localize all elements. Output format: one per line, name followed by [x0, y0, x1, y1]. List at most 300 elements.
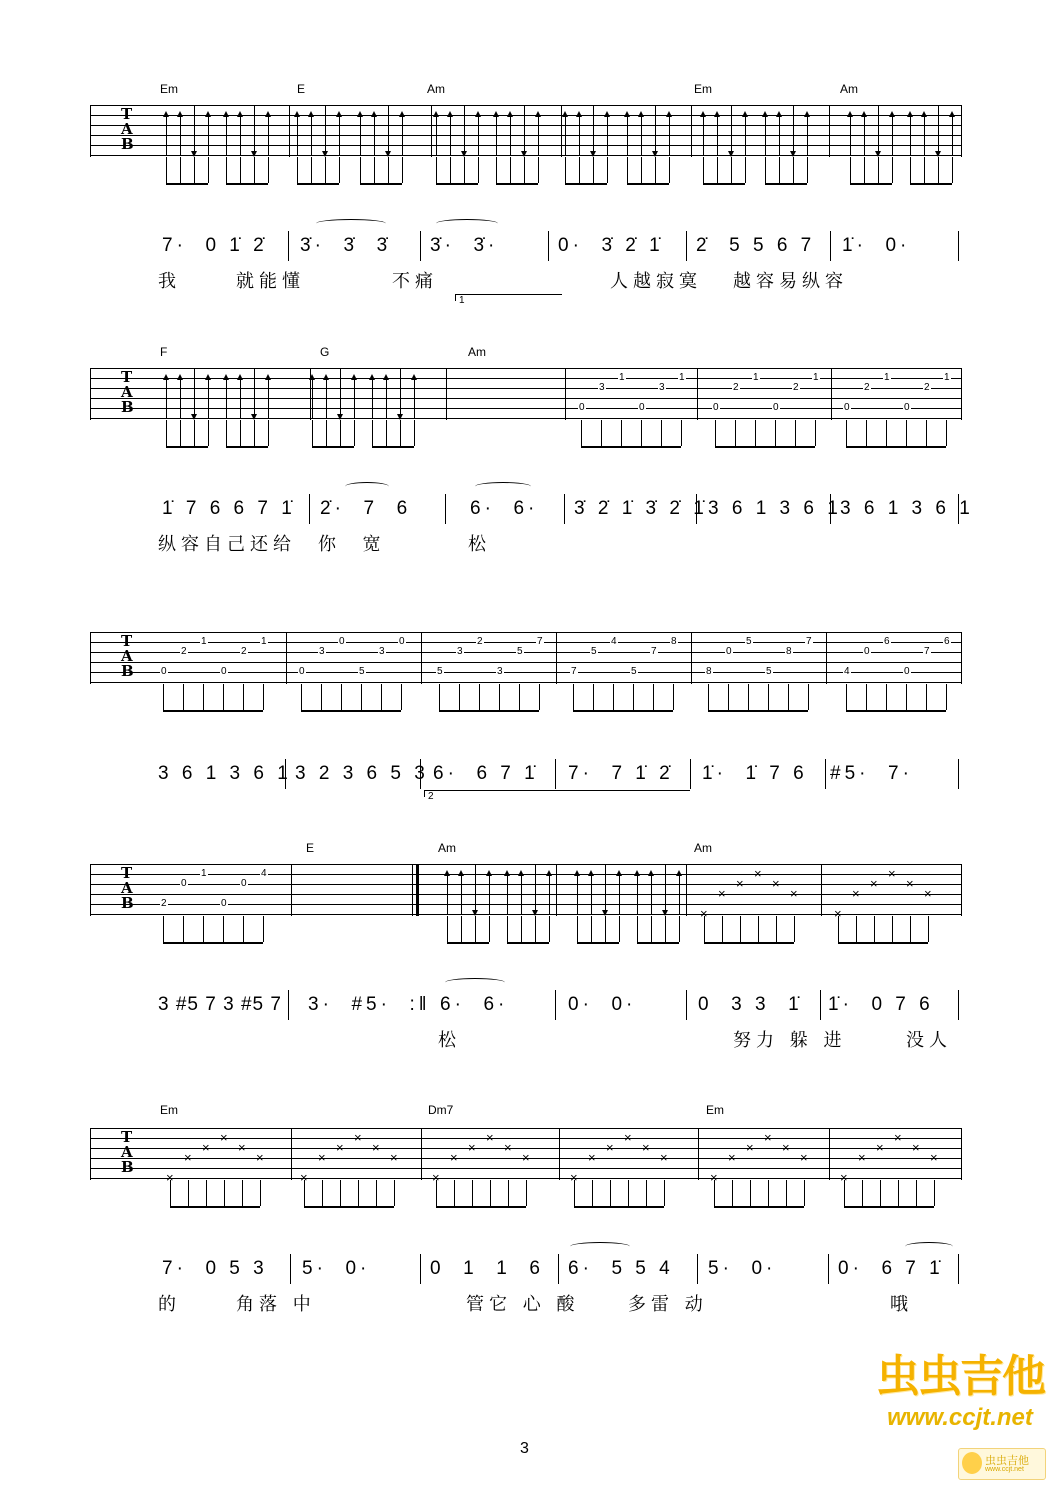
lyric: 越容易纵容: [733, 271, 848, 292]
mute-x: ×: [504, 1140, 512, 1155]
strum-arrowhead: [574, 870, 580, 876]
chord-symbol: Em: [160, 82, 178, 96]
note-beam: [439, 710, 539, 712]
fret-number: 4: [844, 666, 850, 677]
note-stem: [703, 157, 704, 183]
strum-arrowhead: [648, 870, 654, 876]
note-stem: [619, 916, 620, 942]
note-stem: [765, 157, 766, 183]
mute-x: ×: [834, 906, 842, 921]
note-stem: [401, 684, 402, 710]
note-stem: [731, 157, 732, 183]
strum-stroke: [450, 115, 451, 155]
note-stem: [203, 916, 204, 942]
strum-stroke: [538, 115, 539, 155]
note-stem: [263, 684, 264, 710]
note-stem: [679, 916, 680, 942]
note-stem: [655, 157, 656, 183]
mute-x: ×: [852, 886, 860, 901]
note-stem: [321, 684, 322, 710]
note-stem: [605, 916, 606, 942]
note-stem: [208, 420, 209, 446]
note-beam: [565, 183, 607, 185]
note-stem: [673, 684, 674, 710]
jianpu-measure: 1̇· 0 7 6: [828, 994, 934, 1015]
note-beam: [436, 183, 478, 185]
chord-symbol: Dm7: [428, 1103, 454, 1117]
note-stem: [499, 684, 500, 710]
note-beam: [496, 183, 538, 185]
note-stem: [243, 916, 244, 942]
note-stem: [850, 157, 851, 183]
jianpu-measure: 0· 3̇ 2̇ 1̇: [558, 235, 664, 256]
fret-number: 2: [793, 382, 799, 393]
note-stem: [910, 916, 911, 942]
strum-arrowhead: [624, 111, 630, 117]
note-stem: [358, 1180, 359, 1206]
strum-stroke: [461, 874, 462, 914]
strum-arrowhead: [237, 374, 243, 380]
lyric: 多雷 动: [628, 1294, 708, 1315]
jianpu-measure: 0· 0·: [568, 994, 637, 1015]
fret-number: 1: [884, 372, 890, 383]
jianpu-measure: 1̇· 0·: [842, 235, 911, 256]
fret-number: 0: [339, 636, 345, 647]
note-beam: [372, 446, 414, 448]
fret-number: 1: [679, 372, 685, 383]
strum-stroke: [591, 874, 592, 914]
note-stem: [874, 916, 875, 942]
note-beam: [166, 446, 208, 448]
jianpu-measure: 7· 0 5 3: [162, 1258, 268, 1279]
note-stem: [260, 1180, 261, 1206]
logo-icon: [962, 1452, 982, 1474]
note-stem: [592, 1180, 593, 1206]
strum-stroke: [679, 874, 680, 914]
jianpu-measure: 3̇· 3̇·: [430, 235, 499, 256]
note-beam: [297, 183, 339, 185]
note-stem: [610, 1180, 611, 1206]
note-stem: [340, 1180, 341, 1206]
note-stem: [535, 916, 536, 942]
strum-stroke: [510, 115, 511, 155]
strum-stroke: [793, 105, 794, 155]
note-beam: [715, 446, 815, 448]
note-stem: [510, 157, 511, 183]
note-stem: [386, 420, 387, 446]
note-stem: [735, 420, 736, 446]
fret-number: 1: [261, 636, 267, 647]
jianpu-measure: 3· #5· :‖: [308, 994, 431, 1015]
jianpu-measure: 7· 7 1̇ 2̇: [568, 763, 674, 784]
note-stem: [607, 157, 608, 183]
note-stem: [717, 157, 718, 183]
tab-staff: [90, 105, 962, 157]
note-stem: [838, 916, 839, 942]
note-stem: [180, 157, 181, 183]
strum-stroke: [268, 378, 269, 418]
watermark: [870, 1340, 1050, 1432]
mute-x: ×: [772, 876, 780, 891]
strum-stroke: [641, 115, 642, 155]
note-beam: [627, 183, 669, 185]
note-stem: [637, 916, 638, 942]
jianpu-measure: 3 6 1 3 6 1: [708, 498, 842, 519]
strum-stroke: [240, 378, 241, 418]
note-stem: [794, 916, 795, 942]
mute-x: ×: [746, 1140, 754, 1155]
jianpu-measure: 6· 6·: [470, 498, 539, 519]
note-stem: [436, 157, 437, 183]
note-stem: [593, 684, 594, 710]
strum-stroke: [311, 115, 312, 155]
strum-arrowhead: [433, 111, 439, 117]
note-stem: [374, 157, 375, 183]
note-stem: [708, 684, 709, 710]
jianpu-measure: 1̇· 1̇ 7 6: [702, 763, 808, 784]
strum-stroke: [226, 378, 227, 418]
mute-x: ×: [736, 876, 744, 891]
strum-stroke: [745, 115, 746, 155]
strum-stroke: [577, 874, 578, 914]
strum-stroke: [703, 115, 704, 155]
note-stem: [786, 1180, 787, 1206]
note-beam: [846, 446, 946, 448]
strum-stroke: [864, 115, 865, 155]
strum-stroke: [938, 105, 939, 155]
strum-arrowhead: [949, 111, 955, 117]
note-stem: [163, 684, 164, 710]
logo-text: 虫虫吉他: [985, 1454, 1029, 1467]
jianpu-measure: 0 1 1 6: [430, 1258, 544, 1279]
note-stem: [846, 420, 847, 446]
note-stem: [776, 916, 777, 942]
lyric: 管它 心 酸: [466, 1294, 580, 1315]
strum-stroke: [194, 105, 195, 155]
note-stem: [507, 916, 508, 942]
strum-arrowhead: [518, 870, 524, 876]
note-stem: [621, 420, 622, 446]
note-stem: [170, 1180, 171, 1206]
note-stem: [400, 420, 401, 446]
fret-number: 5: [437, 666, 443, 677]
note-stem: [539, 684, 540, 710]
jianpu-measure: #5· 7·: [830, 763, 913, 784]
fret-number: 0: [299, 666, 305, 677]
strum-arrowhead: [666, 111, 672, 117]
strum-stroke: [627, 115, 628, 155]
strum-stroke: [374, 115, 375, 155]
strum-arrowhead: [223, 374, 229, 380]
strum-arrowhead: [776, 111, 782, 117]
strum-arrowhead: [493, 111, 499, 117]
chord-symbol: F: [160, 345, 168, 359]
jianpu-measure: 6· 6·: [440, 994, 509, 1015]
fret-number: 2: [733, 382, 739, 393]
note-stem: [301, 684, 302, 710]
strum-arrowhead: [369, 374, 375, 380]
note-stem: [166, 420, 167, 446]
note-stem: [490, 1180, 491, 1206]
note-stem: [704, 916, 705, 942]
note-stem: [646, 1180, 647, 1206]
strum-stroke: [325, 105, 326, 155]
note-stem: [844, 1180, 845, 1206]
note-beam: [844, 1206, 934, 1208]
fret-number: 7: [571, 666, 577, 677]
mute-x: ×: [468, 1140, 476, 1155]
strum-stroke: [208, 115, 209, 155]
note-stem: [226, 420, 227, 446]
chord-symbol: Am: [438, 841, 456, 855]
fret-number: 3: [497, 666, 503, 677]
strum-stroke: [850, 115, 851, 155]
mute-x: ×: [930, 1150, 938, 1165]
tab-clef: T A B: [121, 368, 134, 416]
fret-number: 0: [904, 666, 910, 677]
tab-clef: T A B: [121, 864, 134, 912]
volta-bracket: 2: [424, 790, 690, 797]
note-stem: [846, 684, 847, 710]
note-stem: [538, 157, 539, 183]
strum-arrowhead: [889, 111, 895, 117]
fret-number: 6: [884, 636, 890, 647]
note-beam: [163, 942, 263, 944]
strum-stroke: [226, 115, 227, 155]
note-stem: [910, 157, 911, 183]
note-stem: [627, 157, 628, 183]
mute-x: ×: [624, 1130, 632, 1145]
note-stem: [226, 157, 227, 183]
fret-number: 4: [261, 868, 267, 879]
strum-arrowhead: [237, 111, 243, 117]
strum-stroke: [910, 115, 911, 155]
mute-x: ×: [220, 1130, 228, 1145]
note-stem: [934, 1180, 935, 1206]
chord-symbol: Am: [427, 82, 445, 96]
mute-x: ×: [912, 1140, 920, 1155]
strum-arrowhead: [700, 111, 706, 117]
strum-stroke: [605, 864, 606, 914]
strum-arrowhead: [604, 111, 610, 117]
mute-x: ×: [858, 1150, 866, 1165]
strum-stroke: [208, 378, 209, 418]
note-stem: [601, 420, 602, 446]
fret-number: 0: [579, 402, 585, 413]
jianpu-measure: 0· 6 7 1̇: [838, 1258, 944, 1279]
strum-stroke: [478, 115, 479, 155]
note-stem: [340, 420, 341, 446]
note-stem: [732, 1180, 733, 1206]
fret-number: 1: [753, 372, 759, 383]
fret-number: 4: [611, 636, 617, 647]
mute-x: ×: [782, 1140, 790, 1155]
note-stem: [388, 157, 389, 183]
note-beam: [850, 183, 892, 185]
chord-symbol: G: [320, 345, 330, 359]
strum-stroke: [593, 105, 594, 155]
note-stem: [496, 157, 497, 183]
mute-x: ×: [238, 1140, 246, 1155]
strum-arrowhead: [309, 374, 315, 380]
note-stem: [263, 916, 264, 942]
note-stem: [745, 157, 746, 183]
fret-number: 2: [161, 898, 167, 909]
note-stem: [795, 420, 796, 446]
strum-arrowhead: [371, 111, 377, 117]
fret-number: 3: [659, 382, 665, 393]
strum-arrowhead: [357, 111, 363, 117]
note-stem: [938, 157, 939, 183]
strum-stroke: [655, 105, 656, 155]
lyric: 努力 躲 进: [733, 1030, 847, 1051]
note-stem: [183, 684, 184, 710]
strum-stroke: [402, 115, 403, 155]
note-stem: [240, 420, 241, 446]
strum-arrowhead: [223, 111, 229, 117]
chord-symbol: Em: [694, 82, 712, 96]
site-logo: [958, 1448, 1046, 1480]
note-stem: [946, 684, 947, 710]
note-stem: [208, 157, 209, 183]
note-stem: [755, 420, 756, 446]
note-stem: [254, 420, 255, 446]
strum-stroke: [521, 874, 522, 914]
lyric: 松: [438, 1030, 461, 1051]
note-beam: [846, 710, 946, 712]
strum-stroke: [892, 115, 893, 155]
fret-number: 3: [599, 382, 605, 393]
strum-arrowhead: [634, 870, 640, 876]
strum-arrowhead: [177, 374, 183, 380]
note-stem: [886, 420, 887, 446]
note-stem: [194, 420, 195, 446]
jianpu-line: [90, 763, 960, 807]
chord-symbol: E: [297, 82, 306, 96]
fret-number: 0: [241, 878, 247, 889]
note-stem: [581, 420, 582, 446]
note-stem: [593, 157, 594, 183]
note-stem: [779, 157, 780, 183]
strum-stroke: [651, 874, 652, 914]
strum-arrowhead: [458, 870, 464, 876]
note-stem: [325, 157, 326, 183]
note-stem: [926, 684, 927, 710]
note-stem: [808, 684, 809, 710]
strum-stroke: [194, 368, 195, 418]
note-stem: [524, 157, 525, 183]
strum-arrowhead: [163, 111, 169, 117]
strum-stroke: [436, 115, 437, 155]
chord-symbol: Am: [840, 82, 858, 96]
tab-clef: T A B: [121, 1128, 134, 1176]
note-beam: [507, 942, 549, 944]
mute-x: ×: [318, 1150, 326, 1165]
strum-stroke: [665, 864, 666, 914]
mute-x: ×: [710, 1170, 718, 1185]
jianpu-measure: 3 6 1 3 6 1: [158, 763, 292, 784]
note-stem: [242, 1180, 243, 1206]
note-stem: [651, 916, 652, 942]
note-stem: [758, 916, 759, 942]
note-stem: [508, 1180, 509, 1206]
strum-stroke: [339, 115, 340, 155]
strum-arrowhead: [205, 374, 211, 380]
fret-number: 8: [786, 646, 792, 657]
note-beam: [708, 710, 808, 712]
strum-arrowhead: [411, 374, 417, 380]
note-stem: [748, 684, 749, 710]
fret-number: 5: [766, 666, 772, 677]
note-stem: [768, 1180, 769, 1206]
mute-x: ×: [354, 1130, 362, 1145]
note-stem: [728, 684, 729, 710]
tab-staff: [90, 368, 962, 420]
strum-arrowhead: [444, 870, 450, 876]
note-stem: [665, 916, 666, 942]
note-beam: [226, 183, 268, 185]
strum-arrowhead: [447, 111, 453, 117]
strum-arrowhead: [323, 374, 329, 380]
note-beam: [838, 942, 928, 944]
strum-stroke: [496, 115, 497, 155]
note-stem: [183, 916, 184, 942]
strum-arrowhead: [546, 870, 552, 876]
strum-arrowhead: [804, 111, 810, 117]
note-beam: [312, 446, 354, 448]
watermark-url: www.ccjt.net: [887, 1404, 1033, 1431]
strum-arrowhead: [762, 111, 768, 117]
strum-stroke: [489, 874, 490, 914]
strum-stroke: [765, 115, 766, 155]
strum-arrowhead: [475, 111, 481, 117]
tab-clef: T A B: [121, 105, 134, 153]
note-stem: [613, 684, 614, 710]
strum-stroke: [312, 378, 313, 418]
strum-stroke: [354, 378, 355, 418]
note-stem: [892, 157, 893, 183]
jianpu-measure: 7· 0 1̇ 2̇: [162, 235, 268, 256]
strum-stroke: [254, 105, 255, 155]
note-stem: [461, 916, 462, 942]
page-number: 3: [520, 1440, 529, 1457]
note-stem: [565, 157, 566, 183]
strum-arrowhead: [383, 374, 389, 380]
note-beam: [163, 710, 263, 712]
strum-arrowhead: [714, 111, 720, 117]
mute-x: ×: [728, 1150, 736, 1165]
lyric: 角落 中: [236, 1294, 316, 1315]
note-stem: [489, 916, 490, 942]
note-beam: [704, 942, 794, 944]
note-stem: [240, 157, 241, 183]
fret-number: 3: [319, 646, 325, 657]
note-stem: [750, 1180, 751, 1206]
strum-stroke: [619, 874, 620, 914]
note-stem: [715, 420, 716, 446]
note-stem: [664, 1180, 665, 1206]
note-stem: [669, 157, 670, 183]
note-stem: [414, 420, 415, 446]
mute-x: ×: [700, 906, 708, 921]
note-stem: [464, 157, 465, 183]
note-stem: [768, 684, 769, 710]
logo-url: www.ccjt.net: [985, 1466, 1024, 1473]
fret-number: 2: [181, 646, 187, 657]
strum-stroke: [535, 864, 536, 914]
strum-arrowhead: [205, 111, 211, 117]
strum-stroke: [268, 115, 269, 155]
